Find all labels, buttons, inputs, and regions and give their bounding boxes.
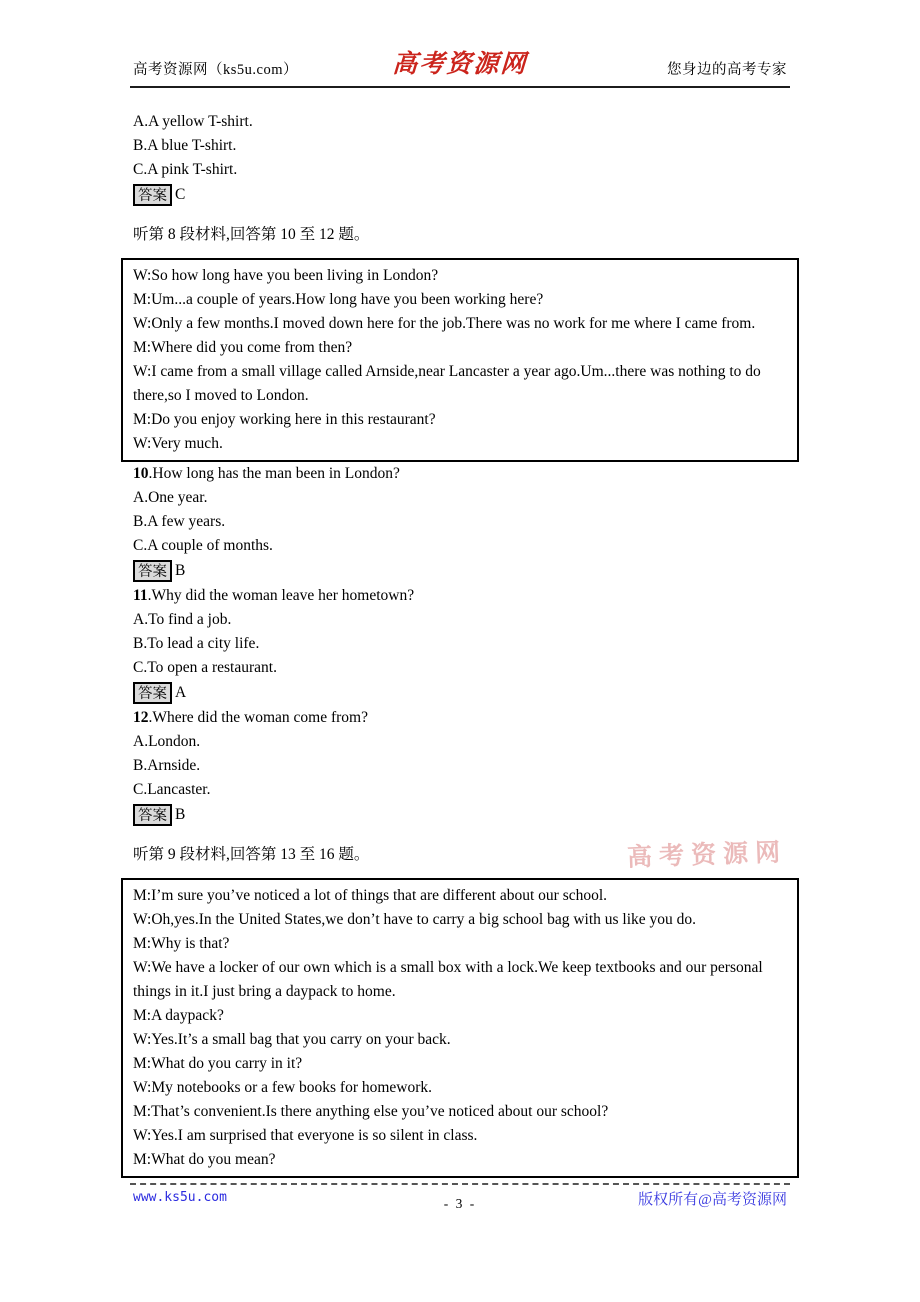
dialogue-line: W:So how long have you been living in London?: [133, 267, 439, 284]
question-text: .Why did the woman leave her hometown?: [147, 587, 415, 604]
dialogue-line: M:That’s convenient.Is there anything else you’ve noticed about our school?: [133, 1103, 609, 1120]
dialogue-line: W:Yes.I am surprised that everyone is so silent in class.: [133, 1127, 478, 1144]
option-b: B.A blue T-shirt.: [133, 137, 237, 154]
section8-transcript-box: [121, 258, 799, 462]
question-number: 12: [133, 709, 149, 726]
dialogue-line: W:Only a few months.I moved down here for the job.There was no work for me where I came from.: [133, 315, 756, 332]
answer-row: [133, 182, 789, 208]
answer-letter: C: [175, 186, 186, 203]
answer-letter: B: [175, 562, 186, 579]
page-header: [133, 46, 787, 82]
header-divider: [130, 86, 790, 88]
section9-transcript-box: [121, 878, 799, 1178]
answer-label-chip: 答案: [133, 560, 172, 582]
question-12-stem: [133, 706, 789, 730]
page-number: - 3 -: [443, 1196, 477, 1211]
option-a: A.London.: [133, 733, 201, 750]
answer-row: [133, 558, 789, 584]
dialogue-line: W:My notebooks or a few books for homework.: [133, 1079, 433, 1096]
footer-url-link[interactable]: www.ks5u.com: [133, 1190, 227, 1205]
ks5u-watermark: 高考资源网: [626, 839, 788, 872]
question-10-stem: [133, 462, 789, 486]
option-b: B.To lead a city life.: [133, 635, 260, 652]
dialogue-line: M:Do you enjoy working here in this restaurant?: [133, 411, 436, 428]
question-text: .How long has the man been in London?: [148, 465, 400, 482]
ks5u-logo: 高考资源网: [391, 51, 529, 78]
question-number: 10: [133, 465, 149, 482]
answer-label-chip: 答案: [133, 682, 172, 704]
dialogue-line: M:A daypack?: [133, 1007, 224, 1024]
dialogue-line: M:What do you mean?: [133, 1151, 276, 1168]
option-a: A.To find a job.: [133, 611, 232, 628]
question-text: .Where did the woman come from?: [148, 709, 368, 726]
header-site-name: 高考资源网（ks5u.com）: [133, 62, 298, 78]
dialogue-line: W:Oh,yes.In the United States,we don’t have to carry a big school bag with us like you do.: [133, 911, 697, 928]
dialogue-line: W:Yes.It’s a small bag that you carry on your back.: [133, 1031, 451, 1048]
answer-row: [133, 802, 789, 828]
dialogue-line: M:Where did you come from then?: [133, 339, 353, 356]
question-number: 11: [133, 587, 148, 604]
option-c: C.A pink T-shirt.: [133, 161, 238, 178]
dialogue-line: M:What do you carry in it?: [133, 1055, 303, 1072]
section8-heading: 听第 8 段材料,回答第 10 至 12 题。: [133, 226, 370, 243]
question-11-stem: [133, 584, 789, 608]
option-b: B.Arnside.: [133, 757, 201, 774]
dialogue-line: W:I came from a small village called Arnside,near Lancaster a year ago.Um...there was nothing to do there,so I moved to London.: [133, 363, 761, 404]
answer-row: [133, 680, 789, 706]
option-a: A.A yellow T-shirt.: [133, 113, 253, 130]
answer-letter: B: [175, 806, 186, 823]
option-a: A.One year.: [133, 489, 208, 506]
answer-label-chip: 答案: [133, 184, 172, 206]
option-c: C.To open a restaurant.: [133, 659, 277, 676]
option-c: C.Lancaster.: [133, 781, 211, 798]
header-slogan: 您身边的高考专家: [667, 62, 787, 78]
answer-letter: A: [175, 684, 187, 701]
option-b: B.A few years.: [133, 513, 226, 530]
dialogue-line: M:Why is that?: [133, 935, 230, 952]
option-c: C.A couple of months.: [133, 537, 273, 554]
document-body: [133, 110, 789, 1178]
dialogue-line: M:Um...a couple of years.How long have you been working here?: [133, 291, 544, 308]
dialogue-line: W:Very much.: [133, 435, 223, 452]
section9-heading: 听第 9 段材料,回答第 13 至 16 题。: [133, 846, 370, 863]
dialogue-line: M:I’m sure you’ve noticed a lot of things that are different about our school.: [133, 887, 608, 904]
answer-label-chip: 答案: [133, 804, 172, 826]
footer-copyright: 版权所有@高考资源网: [638, 1192, 787, 1208]
dialogue-line: W:We have a locker of our own which is a small box with a lock.We keep textbooks and our personal things in it.I just bring a daypack to home.: [133, 959, 763, 1000]
footer-divider: [130, 1183, 790, 1185]
